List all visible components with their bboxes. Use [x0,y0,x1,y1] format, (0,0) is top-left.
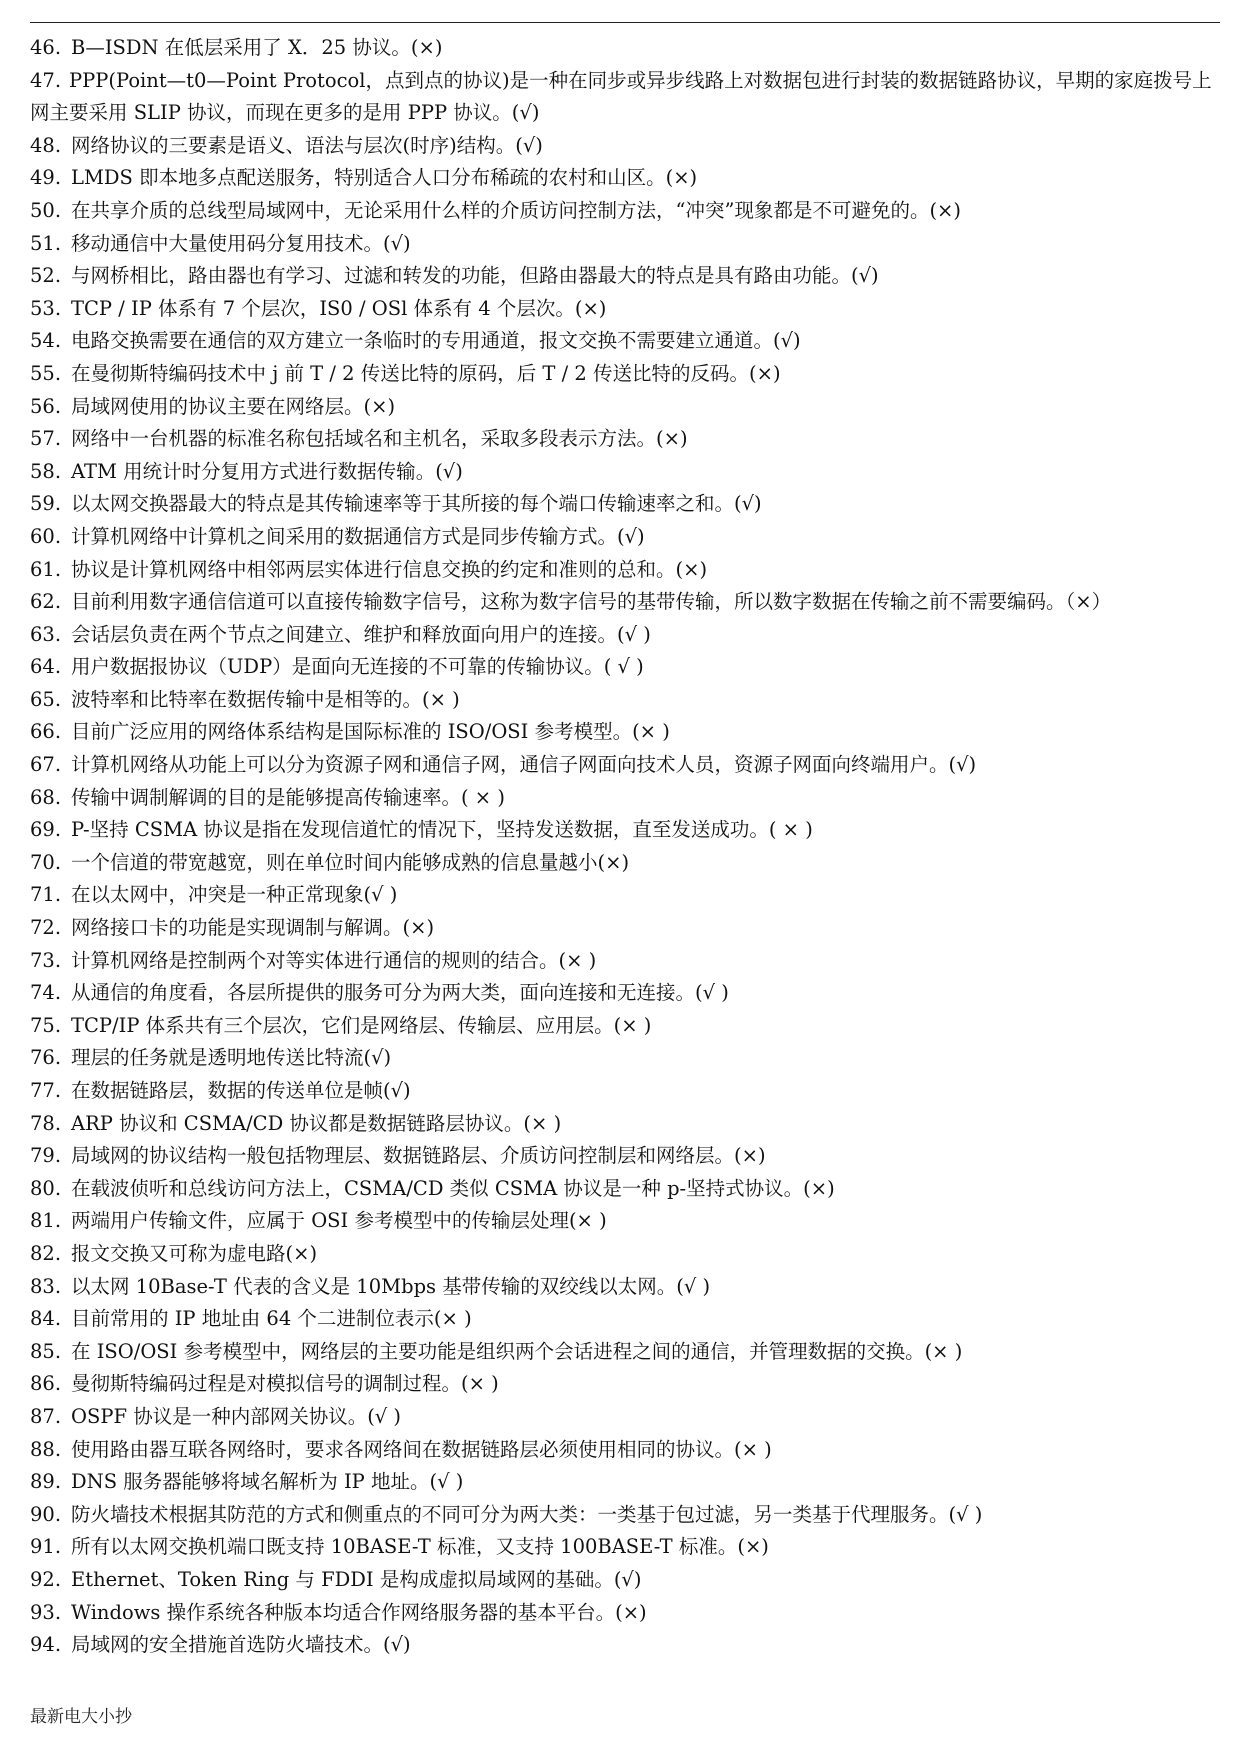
question-number: 78. [30,1111,62,1135]
question-text: 使用路由器互联各网络时，要求各网络间在数据链路层必须使用相同的协议。(× ) [71,1437,772,1461]
question-number: 55. [30,361,62,385]
question-number: 51. [30,231,62,255]
question-text: PPP(Point—t0—Point Protocol，点到点的协议)是一种在同步或异步线路上对数据包进行封装的数据链路协议，早期的家庭拨号上网主要采用 SLIP 协议，而现在更多的是用 PPP 协议。(√) [30,68,1212,125]
question-text: 一个信道的带宽越宽，则在单位时间内能够成熟的信息量越小(×) [71,850,630,874]
question-number: 91. [30,1535,62,1559]
question-item [30,619,1222,652]
question-number: 84. [30,1307,62,1331]
question-item [30,130,1222,163]
question-number: 50. [30,198,62,222]
question-text: 以太网交换器最大的特点是其传输速率等于其所接的每个端口传输速率之和。(√) [71,492,762,516]
question-item [30,814,1222,847]
question-number: 70. [30,850,62,874]
question-number: 63. [30,622,62,646]
question-text: TCP/IP 体系共有三个层次，它们是网络层、传输层、应用层。(× ) [71,1013,652,1037]
question-number: 49. [30,166,62,190]
question-number: 57. [30,427,62,451]
question-item [30,847,1222,880]
question-item [30,1010,1222,1043]
question-text: 网络中一台机器的标准名称包括域名和主机名，采取多段表示方法。(×) [71,427,688,451]
question-item [30,521,1222,554]
question-number: 54. [30,329,62,353]
question-text: OSPF 协议是一种内部网关协议。(√ ) [71,1404,402,1428]
question-item [30,1597,1222,1630]
question-text: TCP / IP 体系有 7 个层次，IS0 / OSl 体系有 4 个层次。(×) [71,296,607,320]
question-item [30,716,1222,749]
question-number: 47. [30,68,62,92]
question-text: Windows 操作系统各种版本均适合作网络服务器的基本平台。(×) [71,1600,647,1624]
question-text: DNS 服务器能够将域名解析为 IP 地址。(√ ) [71,1470,464,1494]
question-number: 46. [30,36,62,59]
question-item [30,554,1222,587]
question-number: 90. [30,1502,62,1526]
question-text: 传输中调制解调的目的是能够提高传输速率。( × ) [71,785,505,809]
question-number: 71. [30,883,62,907]
question-number: 74. [30,981,62,1005]
question-item [30,1368,1222,1401]
question-number: 58. [30,459,62,483]
question-item [30,358,1222,391]
question-item [30,391,1222,424]
question-item [30,488,1222,521]
question-text: 在数据链路层，数据的传送单位是帧(√) [71,1079,411,1102]
question-list [30,32,1222,1662]
question-text: Ethernet、Token Ring 与 FDDI 是构成虚拟局域网的基础。(√) [71,1567,642,1591]
question-number: 88. [30,1437,62,1461]
question-number: 92. [30,1567,62,1591]
question-item [30,1499,1222,1532]
question-text: 计算机网络中计算机之间采用的数据通信方式是同步传输方式。(√) [71,524,645,548]
question-item [30,1564,1222,1597]
question-number: 73. [30,948,62,972]
question-item [30,782,1222,815]
question-item [30,1303,1222,1336]
question-text: 会话层负责在两个节点之间建立、维护和释放面向用户的连接。(√ ) [71,622,651,646]
question-text: 目前广泛应用的网络体系结构是国际标准的 ISO/OSI 参考模型。(× ) [71,720,670,744]
question-number: 87. [30,1404,62,1428]
question-item [30,293,1222,326]
question-text: 目前常用的 IP 地址由 64 个二进制位表示(× ) [71,1307,472,1331]
question-number: 65. [30,687,62,711]
question-text: 从通信的角度看，各层所提供的服务可分为两大类，面向连接和无连接。(√ ) [71,981,729,1005]
question-item [30,1434,1222,1467]
question-number: 94. [30,1633,62,1657]
question-number: 60. [30,524,62,548]
question-text: 波特率和比特率在数据传输中是相等的。(× ) [71,687,460,711]
question-item [30,260,1222,293]
question-item [30,423,1222,456]
question-number: 59. [30,492,62,516]
question-item [30,1271,1222,1304]
question-item [30,749,1222,782]
question-text: P-坚持 CSMA 协议是指在发现信道忙的情况下，坚持发送数据，直至发送成功。( × ) [71,818,813,842]
question-text: B—ISDN 在低层采用了 X．25 协议。(×) [71,36,443,59]
question-text: 计算机网络从功能上可以分为资源子网和通信子网，通信子网面向技术人员，资源子网面向终端用户。(√) [71,753,977,777]
question-text: 电路交换需要在通信的双方建立一条临时的专用通道，报文交换不需要建立通道。(√) [71,329,801,353]
question-text: 计算机网络是控制两个对等实体进行通信的规则的结合。(× ) [71,948,597,972]
question-item [30,1531,1222,1564]
question-number: 69. [30,818,62,842]
question-item [30,456,1222,489]
question-item [30,651,1222,684]
question-text: 局域网使用的协议主要在网络层。(×) [71,394,396,418]
question-text: 所有以太网交换机端口既支持 10BASE-T 标准，又支持 100BASE-T 标准。(×) [71,1535,769,1559]
question-item [30,1466,1222,1499]
question-text: 曼彻斯特编码过程是对模拟信号的调制过程。(× ) [71,1372,499,1396]
question-item [30,1042,1222,1075]
question-number: 48. [30,133,62,157]
question-text: 与网桥相比，路由器也有学习、过滤和转发的功能，但路由器最大的特点是具有路由功能。(√) [71,264,879,288]
question-text: 在曼彻斯特编码技术中 j 前 T / 2 传送比特的原码，后 T / 2 传送比特的反码。(×) [71,361,781,385]
question-item [30,1629,1222,1662]
question-text: 理层的任务就是透明地传送比特流(√) [71,1046,392,1070]
question-number: 72. [30,916,62,940]
question-number: 89. [30,1470,62,1494]
question-number: 83. [30,1274,62,1298]
question-number: 67. [30,753,62,777]
question-item [30,945,1222,978]
page-footer: 最新电大小抄 [30,1707,132,1727]
question-item [30,65,1222,130]
question-text: 网络协议的三要素是语义、语法与层次(时序)结构。(√) [71,133,543,157]
question-text: 网络接口卡的功能是实现调制与解调。(×) [71,916,435,940]
question-item [30,977,1222,1010]
question-number: 52. [30,264,62,288]
question-text: LMDS 即本地多点配送服务，特别适合人口分布稀疏的农村和山区。(×) [71,166,698,190]
question-text: 防火墙技术根据其防范的方式和侧重点的不同可分为两大类：一类基于包过滤，另一类基于代理服务。(√ ) [71,1502,983,1526]
question-number: 75. [30,1013,62,1037]
question-text: 以太网 10Base-T 代表的含义是 10Mbps 基带传输的双绞线以太网。(√ ) [71,1274,711,1298]
question-item [30,879,1222,912]
question-number: 64. [30,655,62,679]
question-number: 53. [30,296,62,320]
question-item [30,1108,1222,1141]
question-text: ARP 协议和 CSMA/CD 协议都是数据链路层协议。(× ) [71,1111,562,1135]
question-number: 66. [30,720,62,744]
question-number: 80. [30,1176,62,1200]
question-number: 62. [30,590,62,614]
question-text: 协议是计算机网络中相邻两层实体进行信息交换的约定和准则的总和。(×) [71,557,708,581]
question-text: 在载波侦听和总线访问方法上，CSMA/CD 类似 CSMA 协议是一种 p-坚持式协议。(×) [71,1176,835,1200]
question-number: 61. [30,557,62,581]
question-text: ATM 用统计时分复用方式进行数据传输。(√) [71,459,463,483]
question-item [30,586,1222,619]
question-item [30,32,1222,65]
question-text: 在 ISO/OSI 参考模型中，网络层的主要功能是组织两个会话进程之间的通信，并管理数据的交换。(× ) [71,1339,963,1363]
question-number: 68. [30,785,62,809]
question-text: 在共享介质的总线型局域网中，无论采用什么样的介质访问控制方法，“冲突”现象都是不可避免的。(×) [71,198,961,222]
question-item [30,1140,1222,1173]
question-number: 56. [30,394,62,418]
question-number: 77. [30,1079,62,1102]
question-number: 79. [30,1144,62,1168]
question-text: 目前利用数字通信信道可以直接传输数字信号，这称为数字信号的基带传输，所以数字数据在传输之前不需要编码。（×） [71,590,1112,614]
question-text: 局域网的安全措施首选防火墙技术。(√) [71,1633,411,1657]
question-text: 在以太网中，冲突是一种正常现象(√ ) [71,883,398,907]
question-text: 两端用户传输文件，应属于 OSI 参考模型中的传输层处理(× ) [71,1209,607,1233]
question-item [30,1205,1222,1238]
question-item [30,1336,1222,1369]
question-item [30,1238,1222,1271]
question-number: 76. [30,1046,62,1070]
question-number: 86. [30,1372,62,1396]
question-item [30,1401,1222,1434]
question-item [30,912,1222,945]
question-number: 81. [30,1209,62,1233]
question-text: 用户数据报协议（UDP）是面向无连接的不可靠的传输协议。( √ ) [71,655,644,679]
question-text: 局域网的协议结构一般包括物理层、数据链路层、介质访问控制层和网络层。(×) [71,1144,766,1168]
top-rule [30,22,1220,23]
question-item [30,1075,1222,1108]
question-item [30,325,1222,358]
question-text: 移动通信中大量使用码分复用技术。(√) [71,231,411,255]
question-item [30,684,1222,717]
question-number: 82. [30,1241,62,1265]
question-item [30,1173,1222,1206]
question-number: 85. [30,1339,62,1363]
question-item [30,228,1222,261]
question-item [30,162,1222,195]
question-item [30,195,1222,228]
question-number: 93. [30,1600,62,1624]
question-text: 报文交换又可称为虚电路(×) [71,1241,318,1265]
